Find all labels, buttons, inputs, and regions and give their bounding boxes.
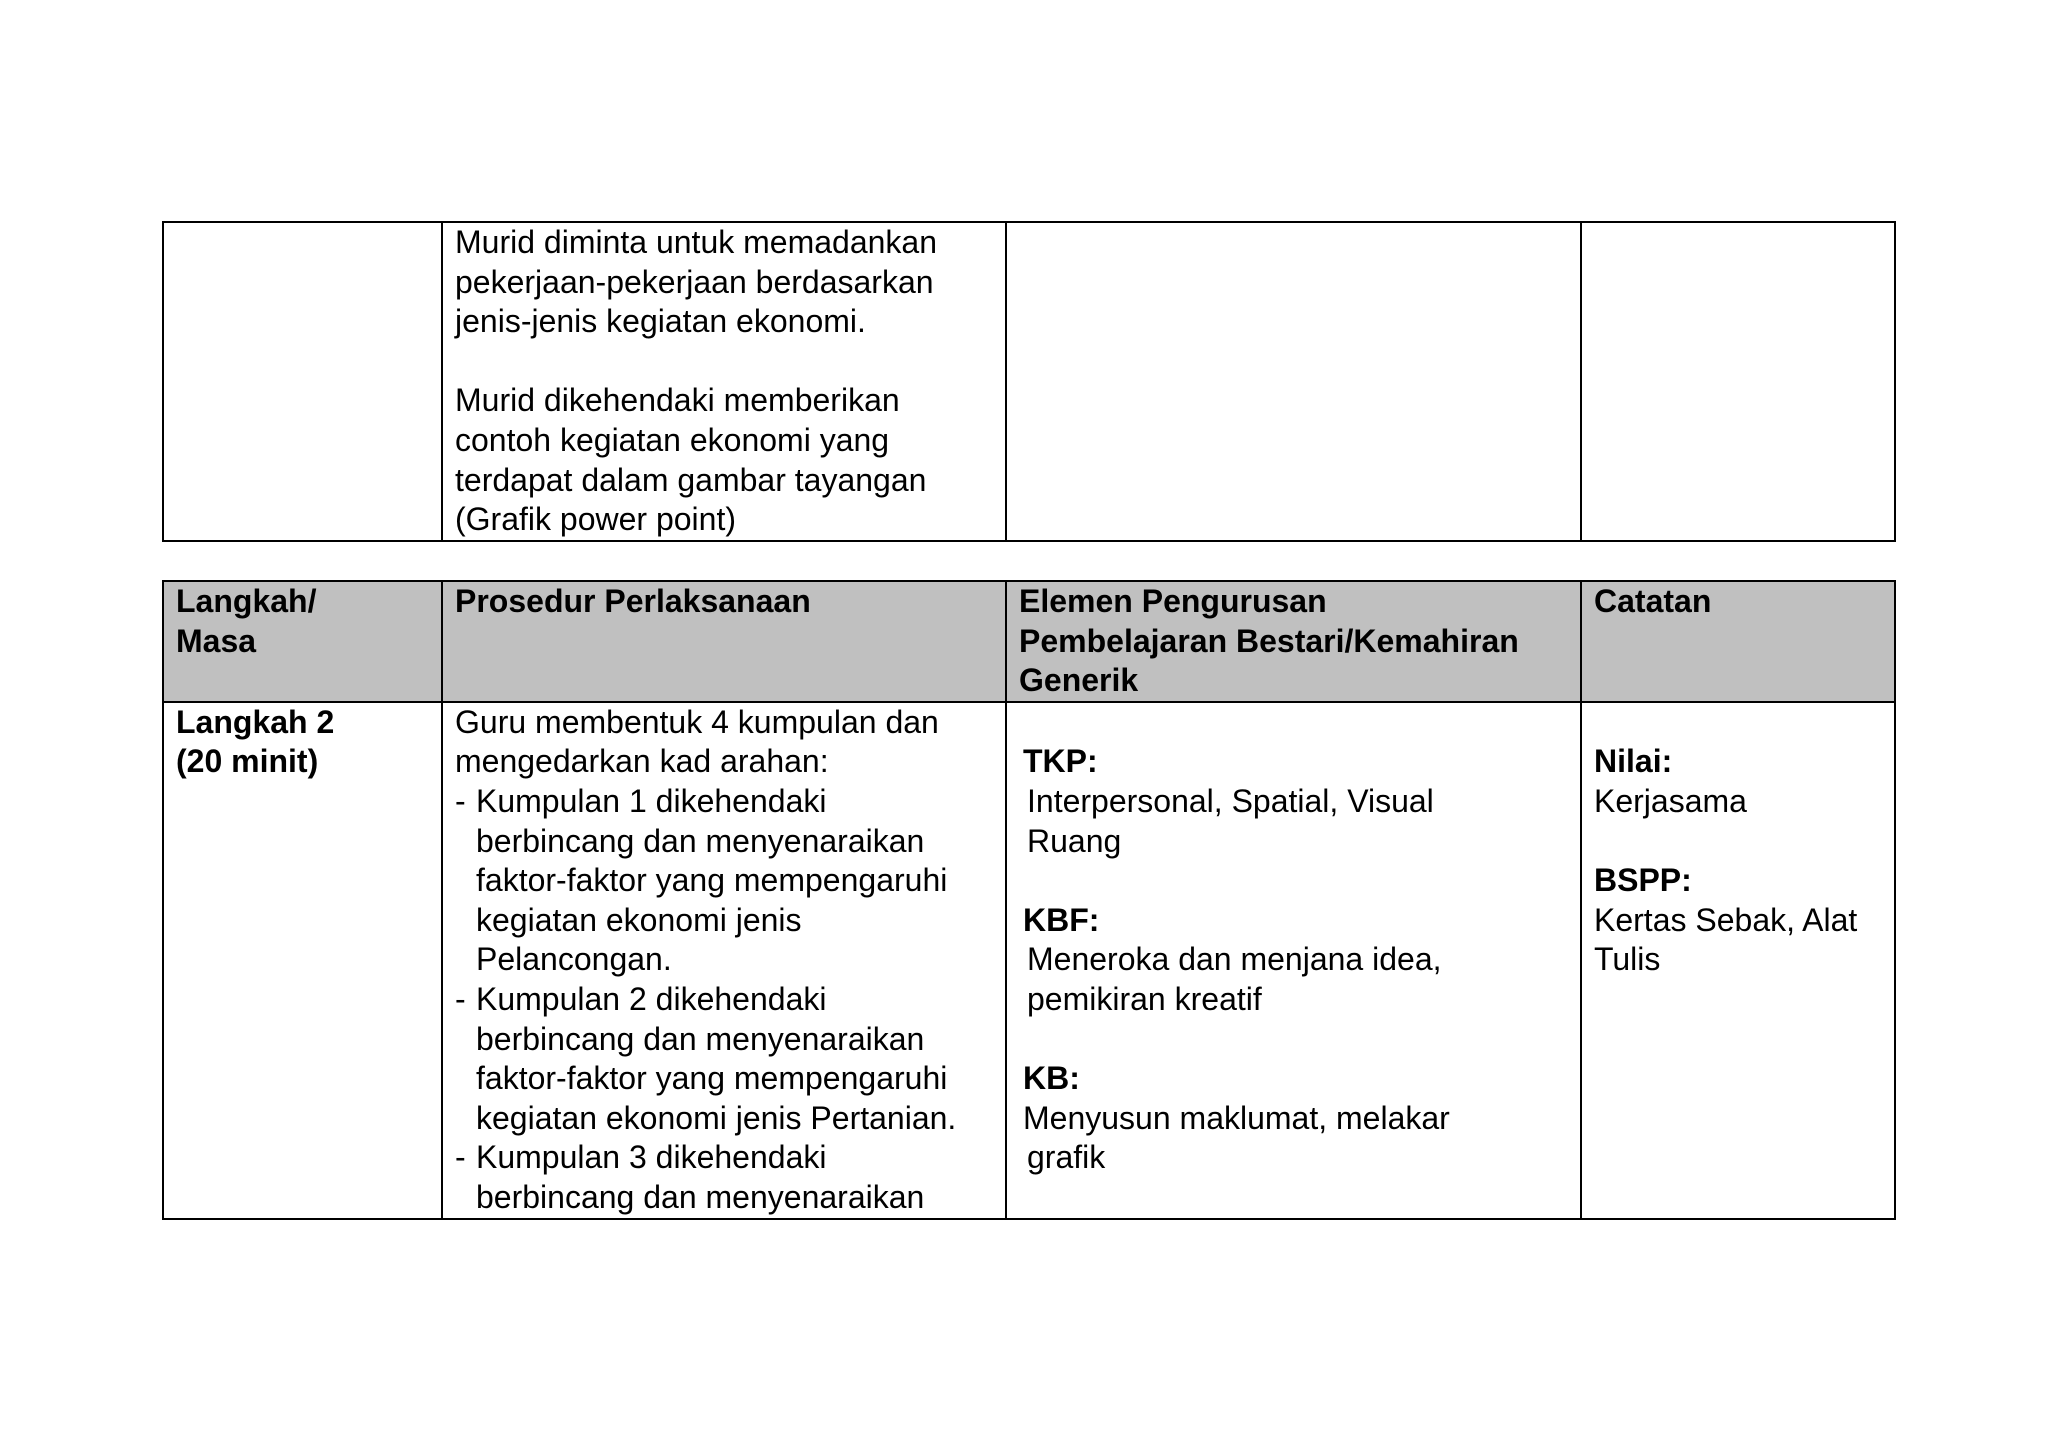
kb-text: grafik — [1027, 1139, 1106, 1176]
step-duration: (20 minit) — [176, 743, 319, 780]
nilai-text: Kerjasama — [1594, 782, 1747, 819]
header-procedure: Prosedur Perlaksanaan — [442, 581, 1006, 702]
header-notes: Catatan — [1581, 581, 1895, 702]
procedure-line: Guru membentuk 4 kumpulan dan — [455, 703, 939, 740]
top-gap — [1019, 703, 1568, 743]
procedure-cell — [442, 702, 1006, 1219]
tkp-text: Interpersonal, Spatial, Visual — [1027, 782, 1434, 819]
kbf-text: pemikiran kreatif — [1027, 980, 1262, 1017]
procedure-line: (Grafik power point) — [455, 501, 736, 538]
elements-cell — [1006, 222, 1581, 541]
table-row — [163, 222, 1895, 541]
list-item: - Kumpulan 3 dikehendaki berbincang dan menyenaraikan — [455, 1139, 925, 1215]
step-label: Langkah 2 — [176, 703, 335, 740]
procedure-line: mengedarkan kad arahan: — [455, 743, 829, 780]
procedure-line: contoh kegiatan ekonomi yang — [455, 421, 890, 458]
bspp-text: Kertas Sebak, Alat — [1594, 901, 1858, 938]
notes-cell — [1581, 702, 1895, 1219]
procedure-line: Murid dikehendaki memberikan — [455, 382, 900, 419]
step-cell — [163, 222, 442, 541]
group-list — [455, 782, 993, 1218]
section-gap — [1019, 1020, 1568, 1060]
bspp-label: BSPP: — [1594, 862, 1692, 899]
dash-marker: - — [455, 1139, 466, 1176]
paragraph-gap — [455, 342, 993, 382]
section-gap — [1019, 861, 1568, 901]
table-row — [163, 702, 1895, 1219]
kbf-label: KBF: — [1023, 901, 1100, 938]
section-gap — [1594, 822, 1882, 862]
top-gap — [1594, 703, 1882, 743]
list-item: - Kumpulan 1 dikehendaki berbincang dan menyenaraikan faktor-faktor yang mempengaruhi kegiatan ekonomi jenis Pelancongan. — [455, 782, 948, 978]
lesson-table — [162, 580, 1896, 1220]
notes-cell — [1581, 222, 1895, 541]
elements-cell — [1006, 702, 1581, 1219]
nilai-label: Nilai: — [1594, 743, 1673, 780]
procedure-line: pekerjaan-pekerjaan berdasarkan — [455, 263, 934, 300]
procedure-line: terdapat dalam gambar tayangan — [455, 461, 927, 498]
kbf-text: Meneroka dan menjana idea, — [1027, 941, 1442, 978]
procedure-cell — [442, 222, 1006, 541]
header-step: Langkah/ Masa — [163, 581, 442, 702]
list-item: - Kumpulan 2 dikehendaki berbincang dan menyenaraikan faktor-faktor yang mempengaruhi kegiatan ekonomi jenis Pertanian. — [455, 980, 957, 1136]
dash-marker: - — [455, 782, 466, 819]
kb-text: Menyusun maklumat, melakar — [1023, 1099, 1450, 1136]
procedure-line: jenis-jenis kegiatan ekonomi. — [455, 303, 866, 340]
procedure-line: Murid diminta untuk memadankan — [455, 224, 938, 260]
dash-marker: - — [455, 980, 466, 1017]
kb-label: KB: — [1023, 1060, 1080, 1097]
tkp-label: TKP: — [1023, 743, 1098, 780]
header-row — [163, 581, 1895, 702]
step-cell — [163, 702, 442, 1219]
bspp-text: Tulis — [1594, 941, 1661, 978]
header-elements: Elemen Pengurusan Pembelajaran Bestari/Kemahiran Generik — [1006, 581, 1581, 702]
tkp-text: Ruang — [1027, 822, 1122, 859]
lesson-table-continuation — [162, 221, 1896, 542]
